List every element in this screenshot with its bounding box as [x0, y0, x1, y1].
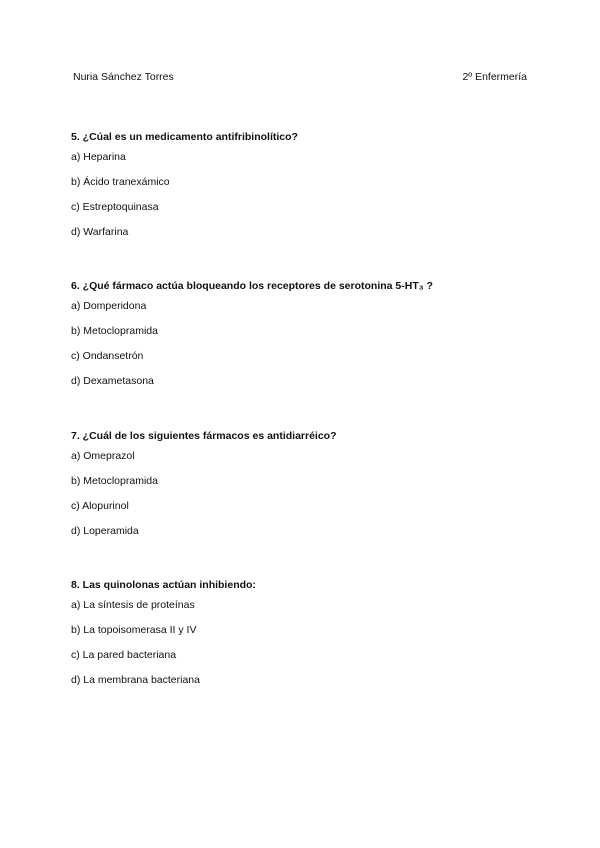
option-b: b) Ácido tranexámico: [71, 176, 170, 188]
option-d: d) La membrana bacteriana: [71, 674, 200, 686]
option-d: d) Warfarina: [71, 226, 129, 238]
option-c: c) Alopurinol: [71, 500, 129, 512]
question-title: 8. Las quinolonas actúan inhibiendo:: [71, 579, 256, 591]
option-c: c) Estreptoquinasa: [71, 201, 159, 213]
option-a: a) Omeprazol: [71, 450, 135, 462]
option-a: a) Heparina: [71, 151, 126, 163]
option-b: b) Metoclopramida: [71, 325, 158, 337]
question-8: [71, 577, 541, 693]
option-c: c) Ondansetrón: [71, 350, 144, 362]
question-7: [71, 428, 541, 544]
option-b: b) La topoisomerasa II y IV: [71, 624, 197, 636]
author-name: Nuria Sánchez Torres: [73, 71, 174, 83]
option-c: c) La pared bacteriana: [71, 649, 177, 661]
question-5: [71, 129, 541, 245]
option-d: d) Dexametasona: [71, 375, 154, 387]
option-d: d) Loperamida: [71, 525, 139, 537]
question-title: 5. ¿Cúal es un medicamento antifribinolítico?: [71, 131, 298, 143]
option-a: a) Domperidona: [71, 300, 147, 312]
option-b: b) Metoclopramida: [71, 475, 158, 487]
course-label: 2º Enfermería: [462, 71, 527, 83]
option-a: a) La síntesis de proteínas: [71, 599, 195, 611]
question-6: [71, 278, 541, 394]
question-title: 7. ¿Cuál de los siguientes fármacos es antidiarréico?: [71, 430, 337, 442]
question-title: 6. ¿Qué fármaco actúa bloqueando los receptores de serotonina 5-HT₃ ?: [71, 280, 433, 292]
